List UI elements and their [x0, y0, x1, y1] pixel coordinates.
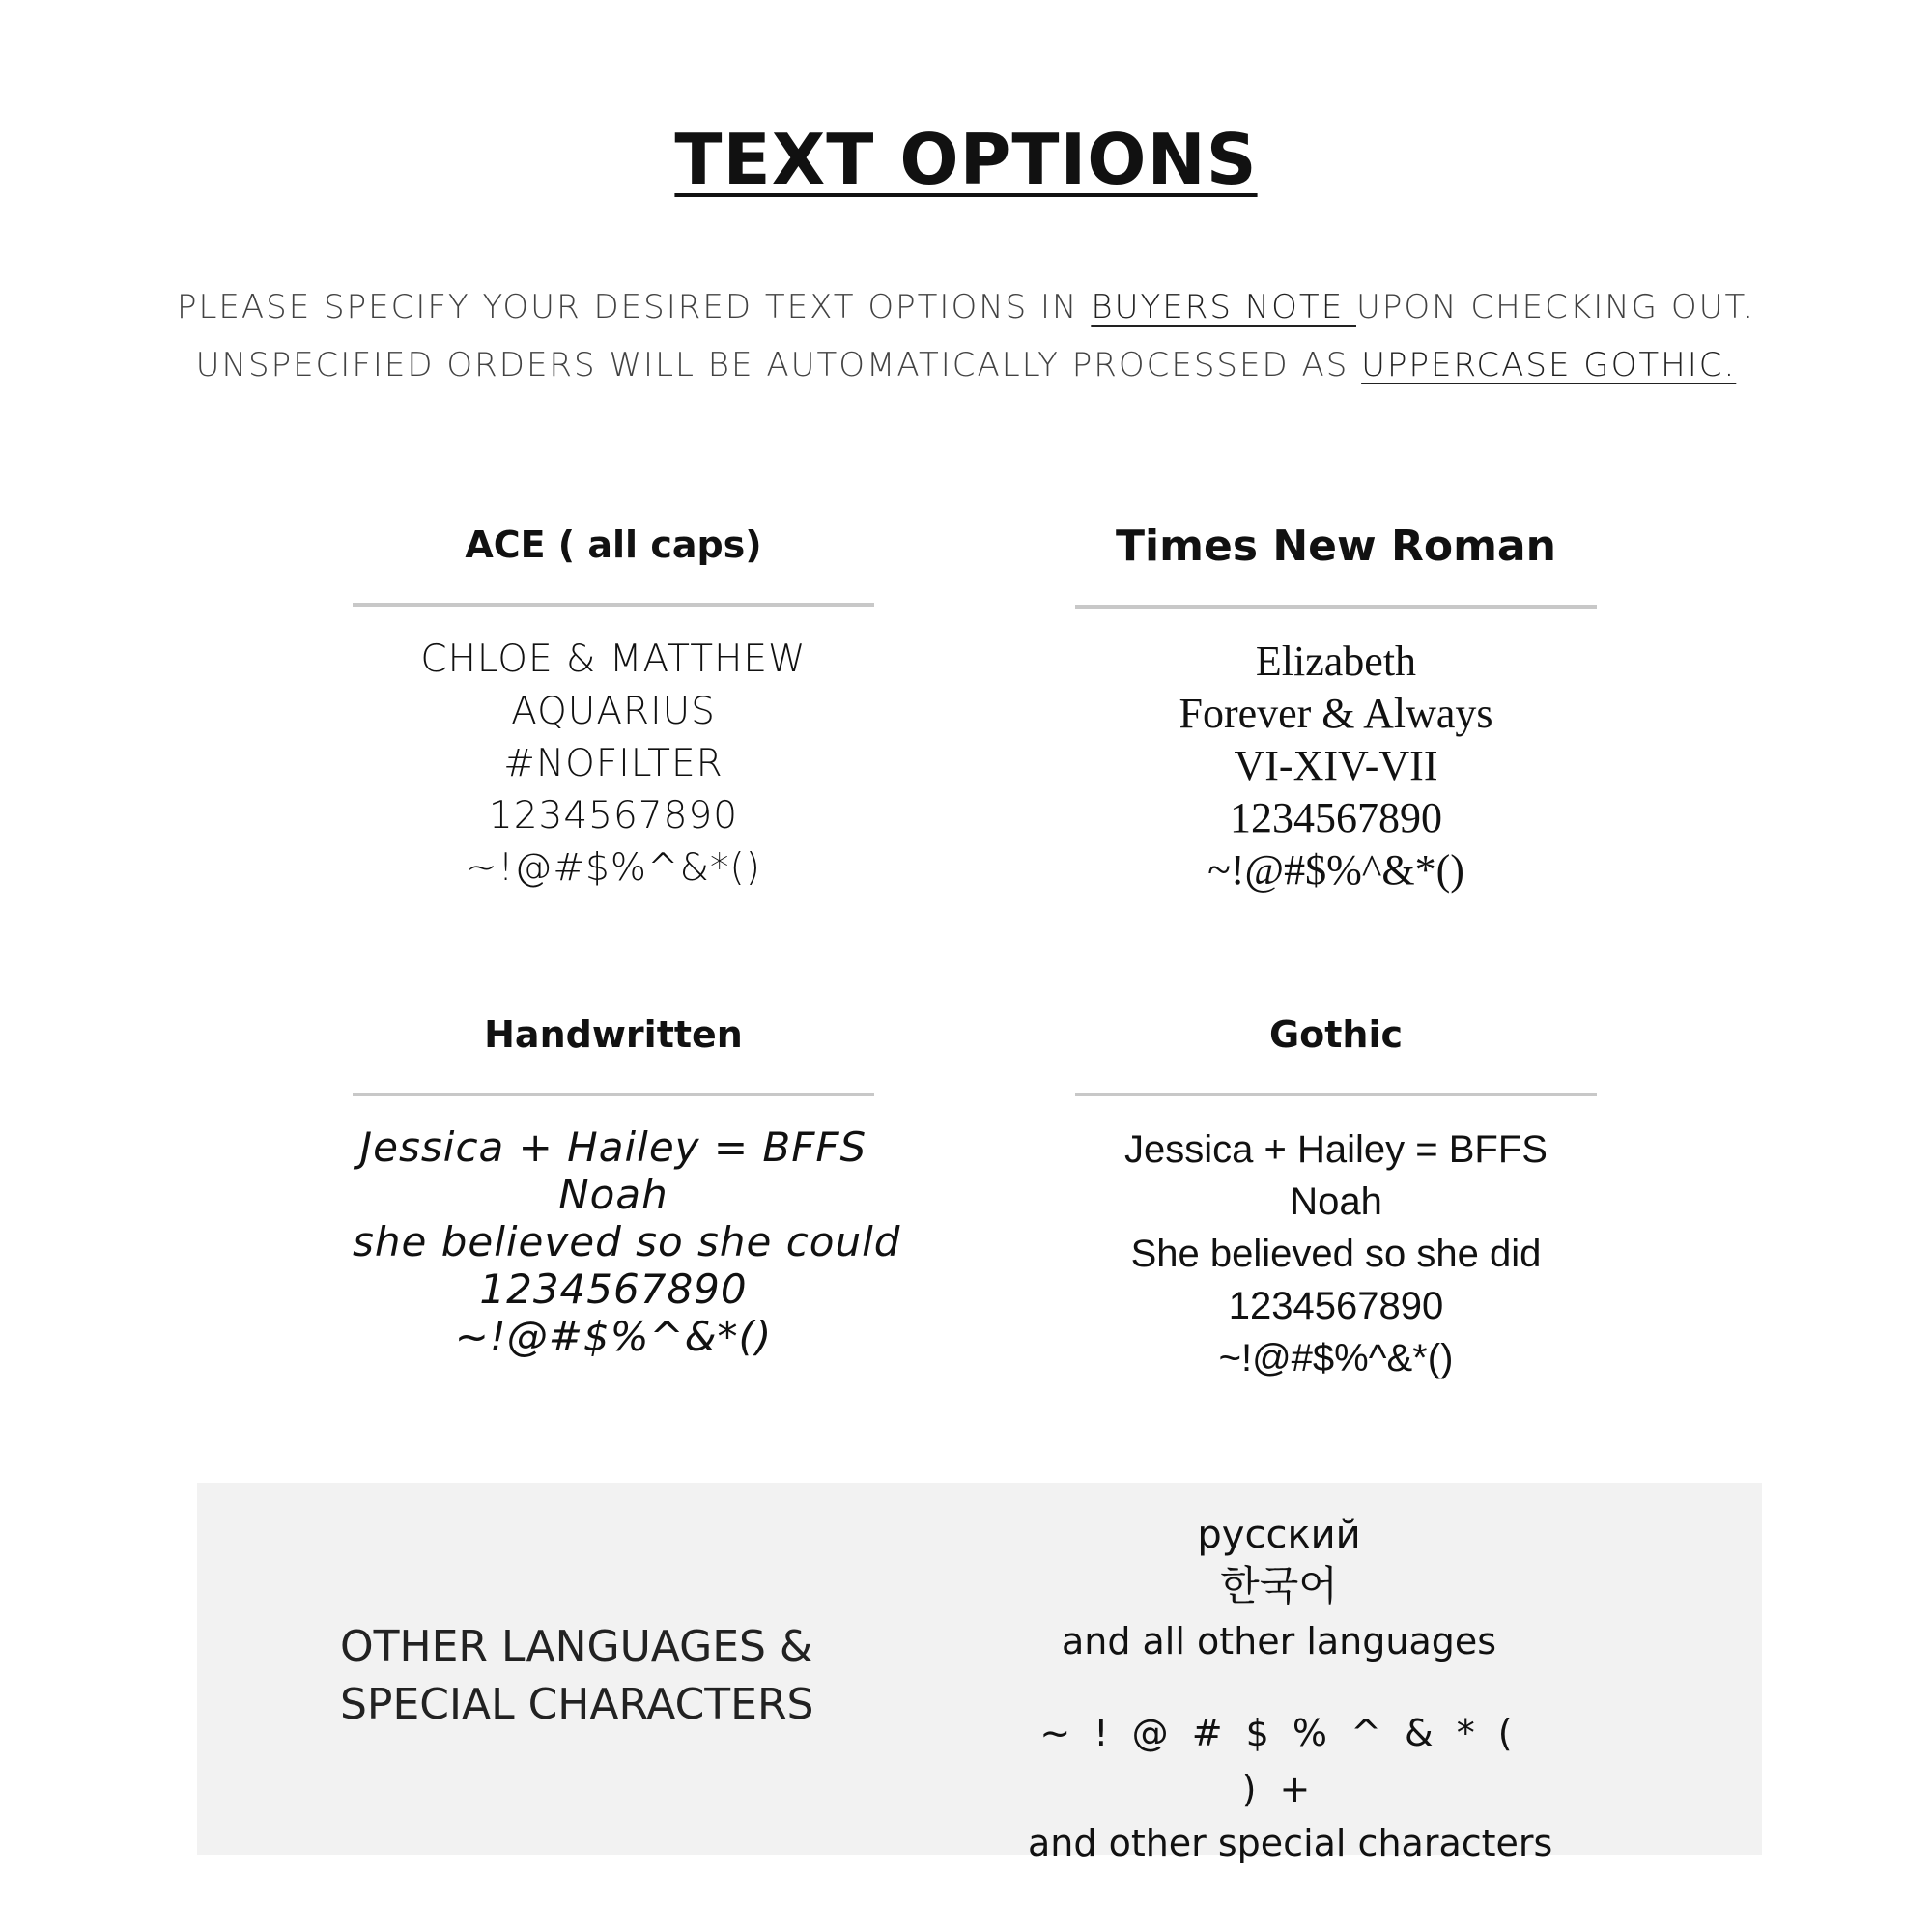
spacer: [1028, 1670, 1530, 1705]
page-title: [0, 116, 1932, 203]
font-option-title: Handwritten: [484, 1013, 743, 1056]
font-option-title: Gothic: [1268, 1013, 1404, 1056]
font-option-samples: [1075, 636, 1597, 896]
font-option-samples: [1075, 1123, 1597, 1384]
special-characters-panel: [197, 1483, 1762, 1864]
sample-line: Jessica + Hailey = BFFS: [1124, 1128, 1548, 1171]
languages-note: and all other languages: [1061, 1620, 1497, 1662]
sample-line: Noah: [558, 1171, 668, 1218]
sample-line: VI-XIV-VII: [1234, 742, 1438, 789]
instructions-line-1-end: UPON CHECKING OUT.: [1355, 288, 1756, 327]
font-option-title: Times New Roman: [1116, 522, 1556, 571]
font-option-divider: [353, 603, 874, 607]
font-option-gothic: [1075, 1008, 1597, 1384]
sample-line: Jessica + Hailey = BFFS: [359, 1123, 867, 1171]
font-option-divider: [1075, 1093, 1597, 1096]
sample-line: She believed so she did: [1130, 1233, 1542, 1275]
special-heading-line: OTHER LANGUAGES &: [340, 1622, 813, 1671]
sample-line: AQUARIUS: [511, 690, 716, 733]
font-option-ace: [353, 518, 874, 895]
special-examples: [1028, 1510, 1553, 1869]
page-title-text: TEXT OPTIONS: [674, 119, 1258, 200]
font-option-samples: [353, 634, 874, 895]
font-option-samples: [353, 1123, 901, 1360]
sample-line: ~!@#$%^&*(): [1208, 846, 1464, 894]
font-option-title: ACE ( all caps): [465, 524, 762, 566]
instructions-line-1-start: PLEASE SPECIFY YOUR DESIRED TEXT OPTIONS IN: [176, 288, 1092, 327]
sample-line: 1234567890: [488, 794, 739, 838]
sample-line: Noah: [1290, 1180, 1382, 1223]
font-option-divider: [1075, 605, 1597, 609]
font-option-handwritten: [353, 1008, 901, 1360]
instructions-line-2-start: UNSPECIFIED ORDERS WILL BE AUTOMATICALLY PROCESSED AS: [195, 346, 1362, 384]
buyers-note-highlight: BUYERS NOTE: [1091, 288, 1356, 327]
sample-line: 1234567890: [1230, 794, 1442, 841]
sample-line: ~!@#$%^&*(): [454, 1313, 773, 1360]
default-font-highlight: UPPERCASE GOTHIC.: [1361, 346, 1737, 384]
sample-line: #NOFILTER: [503, 742, 724, 785]
instructions-line-1: [0, 278, 1932, 336]
font-option-divider: [353, 1093, 874, 1096]
sample-line: ~!@#$%^&*(): [1218, 1337, 1454, 1379]
sample-line: 1234567890: [1228, 1285, 1444, 1327]
symbols-sample: ~ ! @ # $ % ^ & * ( ) +: [1039, 1712, 1519, 1810]
special-heading: [340, 1618, 814, 1734]
font-option-times-new-roman: [1075, 520, 1597, 896]
order-instructions: [0, 278, 1932, 394]
sample-line: she believed so she could: [353, 1218, 901, 1265]
sample-line: CHLOE & MATTHEW: [420, 638, 807, 681]
sample-line: 1234567890: [479, 1265, 748, 1313]
sample-line: Elizabeth: [1255, 638, 1417, 685]
korean-sample: 한국어: [1220, 1562, 1338, 1609]
special-heading-line: SPECIAL CHARACTERS: [340, 1680, 814, 1729]
sample-line: Forever & Always: [1179, 690, 1493, 737]
symbols-note: and other special characters: [1028, 1822, 1553, 1864]
sample-line: ~!@#$%^&*(): [466, 846, 761, 890]
russian-sample: русский: [1197, 1513, 1361, 1557]
instructions-line-2: [0, 336, 1932, 394]
